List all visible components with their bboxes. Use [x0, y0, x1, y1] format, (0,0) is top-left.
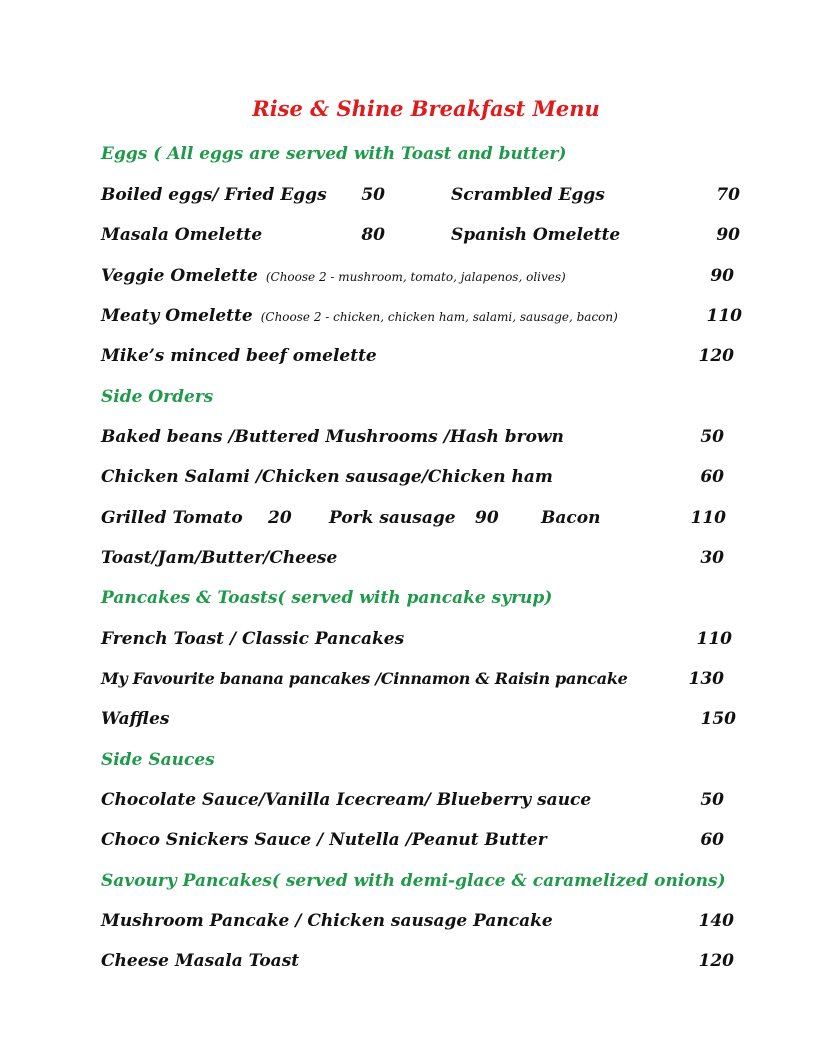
menu-item-scrambled-eggs: Scrambled Eggs — [451, 185, 605, 205]
price-waffles: 150 — [700, 709, 736, 729]
menu-item-veggie-omelette — [101, 262, 566, 290]
section-heading-side-orders: Side Orders — [101, 387, 214, 407]
price-masala-omelette: 80 — [361, 225, 385, 245]
price-chicken-sides: 60 — [700, 467, 724, 487]
veggie-omelette-name: Veggie Omelette — [101, 266, 258, 286]
menu-item-snickers-sauce: Choco Snickers Sauce / Nutella /Peanut Butter — [101, 830, 547, 850]
price-meaty-omelette: 110 — [706, 306, 742, 326]
meaty-omelette-note: (Choose 2 - chicken, chicken ham, salami, sausage, bacon) — [260, 310, 618, 324]
menu-item-french-toast: French Toast / Classic Pancakes — [101, 629, 405, 649]
price-veggie-omelette: 90 — [710, 266, 734, 286]
price-scrambled-eggs: 70 — [716, 185, 740, 205]
menu-item-waffles: Waffles — [101, 709, 170, 729]
price-grilled-tomato: 20 — [268, 508, 292, 528]
menu-item-meaty-omelette — [101, 302, 618, 330]
menu-item-bacon: Bacon — [541, 508, 601, 528]
price-cheese-masala-toast: 120 — [698, 951, 734, 971]
section-heading-pancakes: Pancakes & Toasts( served with pancake syrup) — [101, 588, 553, 608]
price-bacon: 110 — [690, 508, 726, 528]
menu-item-chicken-sides: Chicken Salami /Chicken sausage/Chicken ham — [101, 467, 553, 487]
menu-item-chocolate-sauce: Chocolate Sauce/Vanilla Icecream/ Blueberry sauce — [101, 790, 592, 810]
price-snickers-sauce: 60 — [700, 830, 724, 850]
menu-item-pork-sausage: Pork sausage — [329, 508, 456, 528]
menu-item-masala-omelette: Masala Omelette — [101, 225, 263, 245]
menu-title: Rise & Shine Breakfast Menu — [252, 96, 600, 121]
menu-item-baked-beans: Baked beans /Buttered Mushrooms /Hash brown — [101, 427, 564, 447]
menu-item-grilled-tomato: Grilled Tomato — [101, 508, 243, 528]
menu-item-spanish-omelette: Spanish Omelette — [451, 225, 621, 245]
section-heading-savoury-pancakes: Savoury Pancakes( served with demi-glace & caramelized onions) — [101, 871, 726, 891]
meaty-omelette-name: Meaty Omelette — [101, 306, 253, 326]
menu-item-banana-pancakes: My Favourite banana pancakes /Cinnamon & Raisin pancake — [101, 669, 628, 688]
price-mikes-omelette: 120 — [698, 346, 734, 366]
section-heading-eggs: Eggs ( All eggs are served with Toast and butter) — [101, 144, 567, 164]
price-pork-sausage: 90 — [475, 508, 499, 528]
price-chocolate-sauce: 50 — [700, 790, 724, 810]
menu-item-boiled-eggs: Boiled eggs/ Fried Eggs — [101, 185, 327, 205]
veggie-omelette-note: (Choose 2 - mushroom, tomato, jalapenos, olives) — [265, 270, 566, 284]
menu-item-cheese-masala-toast: Cheese Masala Toast — [101, 951, 300, 971]
price-toast: 30 — [700, 548, 724, 568]
price-boiled-eggs: 50 — [361, 185, 385, 205]
price-spanish-omelette: 90 — [716, 225, 740, 245]
menu-item-mushroom-pancake: Mushroom Pancake / Chicken sausage Pancake — [101, 911, 553, 931]
price-banana-pancakes: 130 — [688, 669, 724, 689]
menu-item-toast: Toast/Jam/Butter/Cheese — [101, 548, 338, 568]
menu-item-mikes-omelette: Mike’s minced beef omelette — [101, 346, 377, 366]
price-french-toast: 110 — [696, 629, 732, 649]
price-mushroom-pancake: 140 — [698, 911, 734, 931]
price-baked-beans: 50 — [700, 427, 724, 447]
section-heading-side-sauces: Side Sauces — [101, 750, 215, 770]
